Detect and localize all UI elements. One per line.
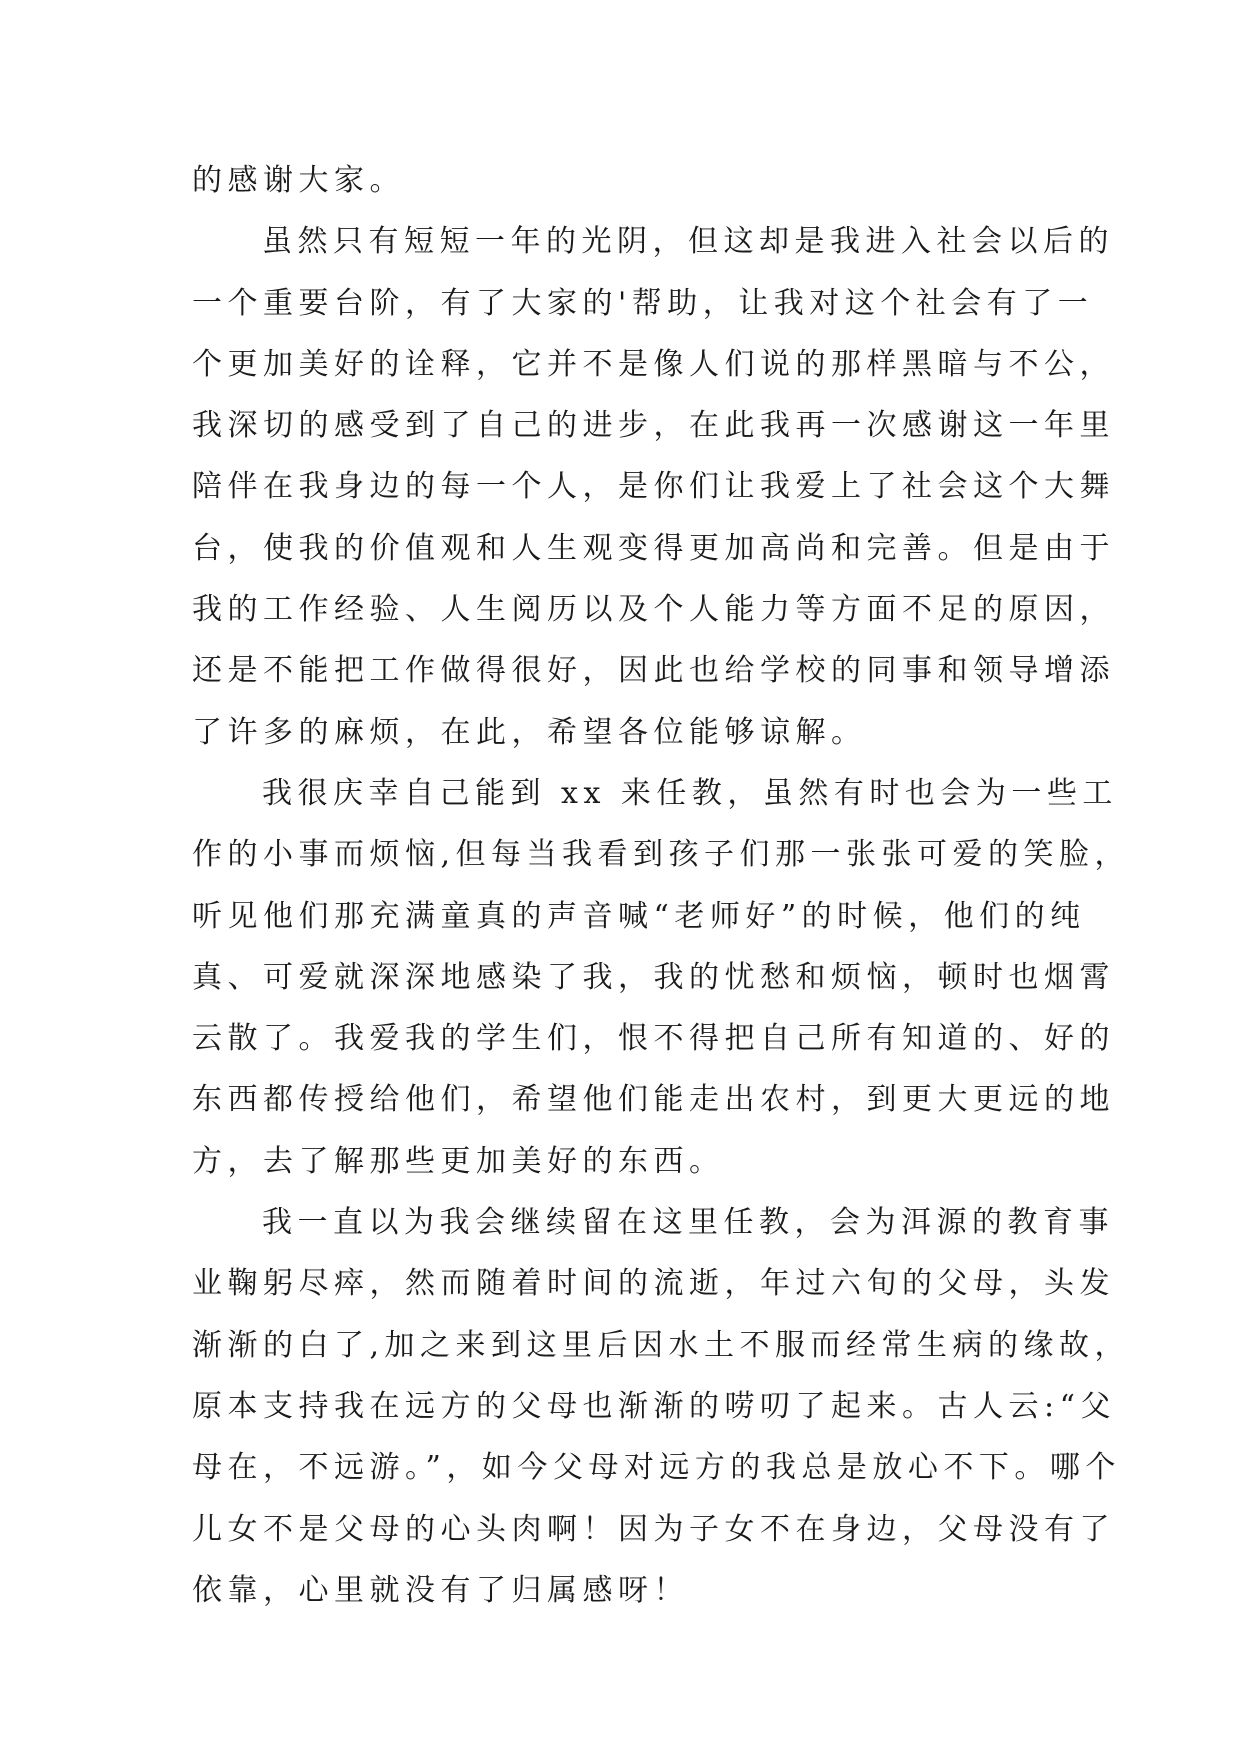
text-line: 方，去了解那些更加美好的东西。 (192, 1143, 725, 1179)
text-line: 的感谢大家。 (192, 163, 405, 198)
text-line: 我深切的感受到了自己的进步，在此我再一次感谢这一年里 (192, 408, 1115, 444)
paragraph-first-line: 我一直以为我会继续留在这里任教，会为洱源的教育事 (262, 1205, 1114, 1241)
text-line: 个更加美好的诠释，它并不是像人们说的那样黑暗与不公， (192, 346, 1115, 382)
text-line: 了许多的麻烦，在此，希望各位能够谅解。 (192, 714, 867, 750)
body-text (192, 150, 1131, 1621)
text-line: 母在，不远游。”，如今父母对远方的我总是放心不下。哪个 (192, 1450, 1121, 1486)
text-line: 依靠，心里就没有了归属感呀！ (192, 1572, 689, 1608)
text-line: 作的小事而烦恼,但每当我看到孩子们那一张张可爱的笑脸， (192, 837, 1131, 873)
text-line: 台，使我的价值观和人生观变得更加高尚和完善。但是由于 (192, 530, 1115, 566)
text-line: 我的工作经验、人生阅历以及个人能力等方面不足的原因， (192, 592, 1115, 628)
text-line: 一个重要台阶，有了大家的'帮助，让我对这个社会有了一 (192, 285, 1094, 321)
text-line: 听见他们那充满童真的声音喊“老师好”的时候，他们的纯 (192, 898, 1086, 934)
text-line: 云散了。我爱我的学生们，恨不得把自己所有知道的、好的 (192, 1021, 1115, 1057)
text-line: 陪伴在我身边的每一个人，是你们让我爱上了社会这个大舞 (192, 469, 1115, 505)
text-line: 原本支持我在远方的父母也渐渐的唠叨了起来。古人云:“父 (192, 1388, 1116, 1424)
paragraph-first-line: 虽然只有短短一年的光阴，但这却是我进入社会以后的 (262, 224, 1114, 260)
text-line: 还是不能把工作做得很好，因此也给学校的同事和领导增添 (192, 653, 1115, 689)
text-line: 真、可爱就深深地感染了我，我的忧愁和烦恼，顿时也烟霄 (192, 959, 1115, 995)
text-line: 儿女不是父母的心头肉啊！因为子女不在身边，父母没有了 (192, 1511, 1115, 1547)
text-line: 渐渐的白了,加之来到这里后因水土不服而经常生病的缘故， (192, 1327, 1131, 1363)
text-line: 东西都传授给他们，希望他们能走出农村，到更大更远的地 (192, 1082, 1115, 1118)
paragraph-first-line: 我很庆幸自己能到 xx 来任教，虽然有时也会为一些工 (262, 775, 1118, 811)
text-line: 业鞠躬尽瘁，然而随着时间的流逝，年过六旬的父母，头发 (192, 1266, 1115, 1302)
